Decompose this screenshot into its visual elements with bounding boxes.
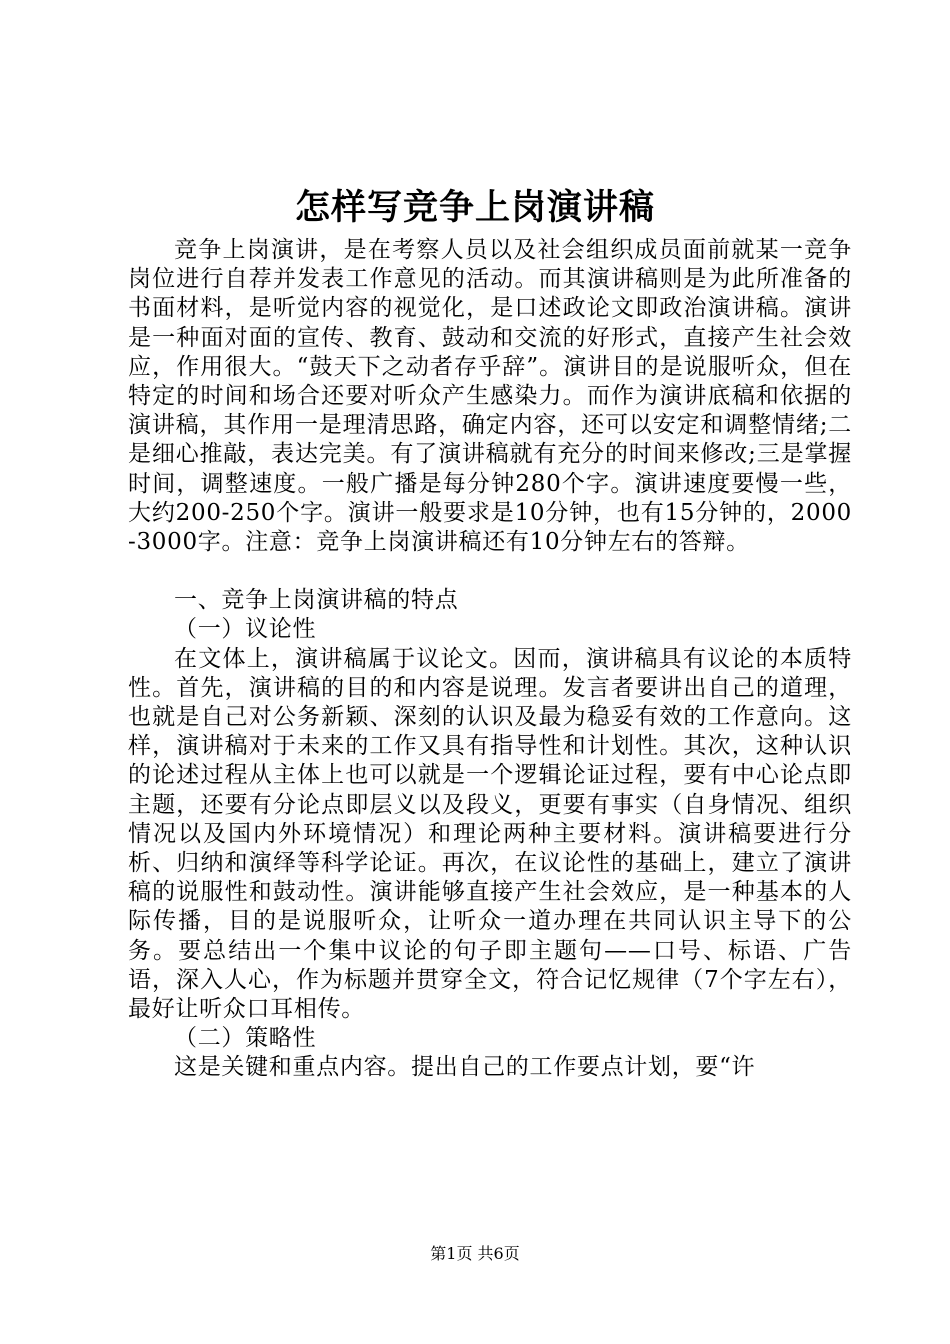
sub-heading-strategic: （二）策略性 bbox=[174, 1025, 317, 1052]
document-title: 怎样写竞争上岗演讲稿 bbox=[294, 187, 655, 228]
section-heading: 一、竞争上岗演讲稿的特点 bbox=[174, 587, 459, 614]
page-footer: 第1页 共6页 bbox=[430, 1244, 520, 1263]
argumentative-paragraph: 在文体上，演讲稿属于议论文。因而，演讲稿具有议论的本质特性。首先，演讲稿的目的和内容是说理。发言者要讲出自己的道理，也就是自己对公务新颖、深刻的认识及最为稳妥有效的工作意向。这样，演讲稿对于未来的工作又具有指导性和计划性。其次，这种认识的论述过程从主体上也可以就是一个逻辑论证过程，要有中心论点即主题，还要有分论点即层义以及段义，更要有事实（自身情况、组织情况以及国内外环境情况）和理论两种主要材料。演讲稿要进行分析、归纳和演绎等科学论证。再次，在议论性的基础上，建立了演讲稿的说服性和鼓动性。演讲能够直接产生社会效应，是一种基本的人际传播，目的是说服听众，让听众一道办理在共同认识主导下的公务。要总结出一个集中议论的句子即主题句——口号、标语、广告语，深入人心，作为标题并贯穿全文，符合记忆规律（7个字左右），最好让听众口耳相传。 bbox=[128, 645, 852, 1023]
intro-paragraph: 竞争上岗演讲，是在考察人员以及社会组织成员面前就某一竞争岗位进行自荐并发表工作意见的活动。而其演讲稿则是为此所准备的书面材料，是听觉内容的视觉化，是口述政论文即政治演讲稿。演讲是一种面对面的宣传、教育、鼓动和交流的好形式，直接产生社会效应，作用很大。“鼓天下之动者存乎辞”。演讲目的是说服听众，但在特定的时间和场合还要对听众产生感染力。而作为演讲底稿和依据的演讲稿，其作用一是理清思路，确定内容，还可以安定和调整情绪;二是细心推敲，表达完美。有了演讲稿就有充分的时间来修改;三是掌握时间，调整速度。一般广播是每分钟280个字。演讲速度要慢一些，大约200-250个字。演讲一般要求是10分钟，也有15分钟的，2000-3000字。注意：竞争上岗演讲稿还有10分钟左右的答辩。 bbox=[128, 237, 852, 556]
document-body bbox=[128, 236, 852, 1083]
strategic-paragraph: 这是关键和重点内容。提出自己的工作要点计划，要“许 bbox=[174, 1054, 756, 1081]
sub-heading-argumentative: （一）议论性 bbox=[174, 616, 317, 643]
paragraph-gap bbox=[128, 557, 852, 586]
